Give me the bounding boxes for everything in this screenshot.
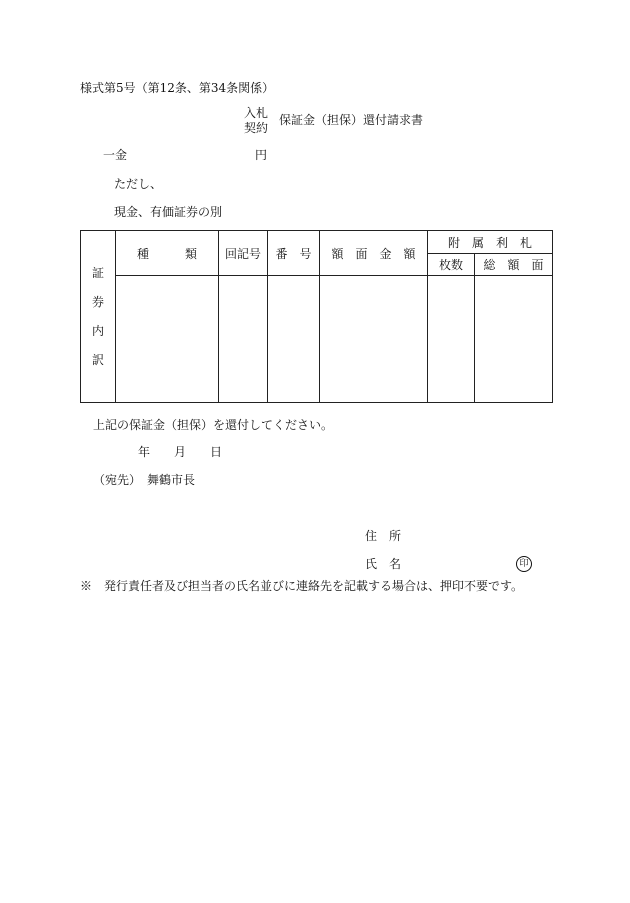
securities-detail-table <box>80 230 553 403</box>
side-label-char: 券 <box>91 294 104 309</box>
seal-icon: 印 <box>516 556 532 572</box>
title-kind-bid: 入札 <box>244 106 269 120</box>
form-number: 様式第5号（第12条、第34条関係） <box>80 81 275 95</box>
cell-total-face[interactable] <box>475 276 553 403</box>
header-total-face: 総 額 面 <box>475 254 553 276</box>
header-coupons: 附 属 利 札 <box>428 231 553 254</box>
header-kind: 種 類 <box>116 231 219 276</box>
date-line: 年 月 日 <box>138 445 223 459</box>
request-text: 上記の保証金（担保）を還付してください。 <box>93 418 334 432</box>
footnote: ※ 発行責任者及び担当者の氏名並びに連絡先を記載する場合は、押印不要です。 <box>80 579 524 593</box>
header-count: 枚数 <box>428 254 475 276</box>
title-kind <box>244 106 270 136</box>
side-label-cell <box>81 231 116 403</box>
document-title: 保証金（担保）還付請求書 <box>279 113 424 127</box>
side-label-char: 内 <box>91 323 104 338</box>
header-number: 番 号 <box>268 231 320 276</box>
category-text: 現金、有価証券の別 <box>114 205 223 219</box>
side-label-char: 証 <box>91 265 104 280</box>
title-kind-contract: 契約 <box>244 121 269 135</box>
header-face-value: 額 面 金 額 <box>320 231 428 276</box>
cell-face-value[interactable] <box>320 276 428 403</box>
cell-count[interactable] <box>428 276 475 403</box>
proviso-text: ただし、 <box>114 177 163 191</box>
header-recall-number: 回記号 <box>219 231 268 276</box>
cell-kind[interactable] <box>116 276 219 403</box>
cell-number[interactable] <box>268 276 320 403</box>
amount-prefix: 一金 <box>103 148 128 162</box>
side-label-char: 訳 <box>91 352 104 367</box>
name-label: 氏 名 <box>365 557 402 571</box>
cell-recall-number[interactable] <box>219 276 268 403</box>
amount-unit: 円 <box>255 148 268 162</box>
addressee: （宛先） 舞鶴市長 <box>93 473 196 487</box>
address-label: 住 所 <box>365 529 402 543</box>
